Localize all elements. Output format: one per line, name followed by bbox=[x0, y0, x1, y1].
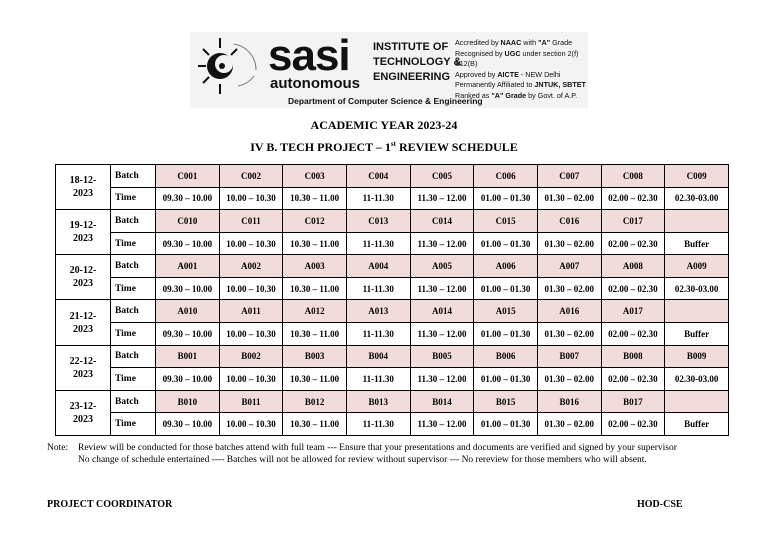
logo-institute-name: INSTITUTE OF TECHNOLOGY & ENGINEERING bbox=[373, 41, 462, 83]
time-cell: 01.30 – 02.00 bbox=[537, 277, 601, 300]
date-cell: 20-12- 2023 bbox=[56, 255, 111, 300]
time-cell: 09.30 – 10.00 bbox=[156, 323, 220, 346]
time-cell: 11-11.30 bbox=[346, 277, 410, 300]
review-schedule-table bbox=[55, 164, 729, 436]
time-row bbox=[56, 232, 729, 255]
time-cell: 11-11.30 bbox=[346, 368, 410, 391]
time-cell: 02.00 – 02.30 bbox=[601, 368, 665, 391]
batch-cell: A002 bbox=[219, 255, 283, 278]
date-cell: 22-12- 2023 bbox=[56, 345, 111, 390]
batch-cell bbox=[665, 210, 729, 233]
time-cell: 01.00 – 01.30 bbox=[474, 323, 538, 346]
time-cell: 09.30 – 10.00 bbox=[156, 187, 220, 210]
department-name: Department of Computer Science & Engineering bbox=[288, 96, 483, 106]
time-cell: 11.30 – 12.00 bbox=[410, 368, 474, 391]
batch-row bbox=[56, 300, 729, 323]
date-cell: 18-12- 2023 bbox=[56, 165, 111, 210]
batch-cell: B012 bbox=[283, 390, 347, 413]
time-cell: 02.00 – 02.30 bbox=[601, 413, 665, 436]
time-row bbox=[56, 368, 729, 391]
time-row bbox=[56, 187, 729, 210]
logo-wordmark: sasi bbox=[268, 31, 350, 80]
time-row bbox=[56, 277, 729, 300]
time-cell: 09.30 – 10.00 bbox=[156, 232, 220, 255]
time-cell: 01.30 – 02.00 bbox=[537, 413, 601, 436]
batch-cell: B001 bbox=[156, 345, 220, 368]
date-cell: 21-12- 2023 bbox=[56, 300, 111, 345]
batch-cell: A008 bbox=[601, 255, 665, 278]
batch-cell: C001 bbox=[156, 165, 220, 188]
batch-cell: A014 bbox=[410, 300, 474, 323]
batch-cell: C014 bbox=[410, 210, 474, 233]
time-cell: 02.00 – 02.30 bbox=[601, 232, 665, 255]
batch-cell: B016 bbox=[537, 390, 601, 413]
time-cell: 01.00 – 01.30 bbox=[474, 277, 538, 300]
note-line-2: No change of schedule entertained ---- Batches will not be allowed for review without supervisor --- No rereview for those members who will absent. bbox=[78, 455, 647, 465]
batch-cell: C008 bbox=[601, 165, 665, 188]
batch-cell: B015 bbox=[474, 390, 538, 413]
batch-cell: C016 bbox=[537, 210, 601, 233]
time-cell: 01.00 – 01.30 bbox=[474, 413, 538, 436]
batch-cell: C007 bbox=[537, 165, 601, 188]
batch-cell: C003 bbox=[283, 165, 347, 188]
batch-cell: B014 bbox=[410, 390, 474, 413]
time-cell: 01.30 – 02.00 bbox=[537, 323, 601, 346]
time-cell: 10.00 – 10.30 bbox=[219, 368, 283, 391]
time-cell: Buffer bbox=[665, 413, 729, 436]
time-cell: 01.30 – 02.00 bbox=[537, 187, 601, 210]
batch-cell: C009 bbox=[665, 165, 729, 188]
batch-cell: C011 bbox=[219, 210, 283, 233]
time-cell: 01.00 – 01.30 bbox=[474, 187, 538, 210]
time-cell: 02.00 – 02.30 bbox=[601, 277, 665, 300]
batch-cell: A010 bbox=[156, 300, 220, 323]
logo-accreditation: Accredited by NAAC with "A" Grade Recognised by UGC under section 2(f) &12(B) Approved by AICTE - NEW Delhi Permanently Affiliated to JNTUK, SBTET Ranked as "A" Grade by Govt. of A.P. bbox=[455, 38, 586, 100]
note-label: Note: bbox=[47, 443, 69, 453]
time-cell: 10.30 – 11.00 bbox=[283, 323, 347, 346]
academic-year: ACADEMIC YEAR 2023-24 bbox=[310, 118, 458, 132]
batch-cell: B004 bbox=[346, 345, 410, 368]
time-cell: 11.30 – 12.00 bbox=[410, 187, 474, 210]
batch-cell: C004 bbox=[346, 165, 410, 188]
time-cell: 01.30 – 02.00 bbox=[537, 368, 601, 391]
batch-row bbox=[56, 390, 729, 413]
time-cell: 10.30 – 11.00 bbox=[283, 277, 347, 300]
batch-cell: A003 bbox=[283, 255, 347, 278]
batch-cell: A011 bbox=[219, 300, 283, 323]
time-row-label: Time bbox=[111, 323, 156, 346]
batch-cell: B008 bbox=[601, 345, 665, 368]
batch-row bbox=[56, 345, 729, 368]
time-cell: 01.00 – 01.30 bbox=[474, 232, 538, 255]
batch-cell: A013 bbox=[346, 300, 410, 323]
batch-cell: B009 bbox=[665, 345, 729, 368]
time-cell: 10.00 – 10.30 bbox=[219, 277, 283, 300]
hod-signature: HOD-CSE bbox=[637, 499, 683, 510]
time-cell: 10.30 – 11.00 bbox=[283, 232, 347, 255]
time-cell: 02.00 – 02.30 bbox=[601, 187, 665, 210]
batch-row-label: Batch bbox=[111, 210, 156, 233]
time-cell: 09.30 – 10.00 bbox=[156, 368, 220, 391]
batch-cell: A016 bbox=[537, 300, 601, 323]
logo-subname: autonomous bbox=[270, 75, 360, 92]
time-cell: 09.30 – 10.00 bbox=[156, 277, 220, 300]
time-cell: 02.00 – 02.30 bbox=[601, 323, 665, 346]
batch-cell: B005 bbox=[410, 345, 474, 368]
batch-cell: C006 bbox=[474, 165, 538, 188]
time-cell: 02.30-03.00 bbox=[665, 277, 729, 300]
date-cell: 19-12- 2023 bbox=[56, 210, 111, 255]
project-coordinator-signature: PROJECT COORDINATOR bbox=[47, 499, 173, 510]
time-row-label: Time bbox=[111, 232, 156, 255]
sun-emblem-icon bbox=[194, 36, 262, 96]
batch-row-label: Batch bbox=[111, 255, 156, 278]
time-row bbox=[56, 413, 729, 436]
batch-cell: A017 bbox=[601, 300, 665, 323]
batch-cell: B013 bbox=[346, 390, 410, 413]
time-cell: 10.30 – 11.00 bbox=[283, 413, 347, 436]
batch-cell: B006 bbox=[474, 345, 538, 368]
batch-cell: B007 bbox=[537, 345, 601, 368]
batch-cell: C010 bbox=[156, 210, 220, 233]
batch-cell bbox=[665, 300, 729, 323]
batch-cell: A009 bbox=[665, 255, 729, 278]
batch-cell: B002 bbox=[219, 345, 283, 368]
time-row-label: Time bbox=[111, 187, 156, 210]
batch-cell: B011 bbox=[219, 390, 283, 413]
batch-row-label: Batch bbox=[111, 300, 156, 323]
time-row-label: Time bbox=[111, 368, 156, 391]
time-cell: 02.30-03.00 bbox=[665, 187, 729, 210]
batch-row-label: Batch bbox=[111, 165, 156, 188]
time-cell: 02.30-03.00 bbox=[665, 368, 729, 391]
batch-cell bbox=[665, 390, 729, 413]
time-cell: 11.30 – 12.00 bbox=[410, 232, 474, 255]
time-cell: 01.00 – 01.30 bbox=[474, 368, 538, 391]
date-cell: 23-12- 2023 bbox=[56, 390, 111, 435]
batch-cell: C005 bbox=[410, 165, 474, 188]
time-row-label: Time bbox=[111, 277, 156, 300]
time-cell: 10.00 – 10.30 bbox=[219, 187, 283, 210]
batch-cell: B017 bbox=[601, 390, 665, 413]
batch-cell: A006 bbox=[474, 255, 538, 278]
time-cell: 11-11.30 bbox=[346, 323, 410, 346]
time-cell: 11-11.30 bbox=[346, 187, 410, 210]
batch-cell: A012 bbox=[283, 300, 347, 323]
time-cell: 11.30 – 12.00 bbox=[410, 413, 474, 436]
note-line-1: Review will be conducted for those batches attend with full team --- Ensure that your presentations and documents are verified and signed by your supervisor bbox=[78, 443, 677, 453]
batch-cell: A015 bbox=[474, 300, 538, 323]
time-cell: 10.00 – 10.30 bbox=[219, 232, 283, 255]
time-cell: 10.00 – 10.30 bbox=[219, 413, 283, 436]
batch-row bbox=[56, 165, 729, 188]
batch-cell: A004 bbox=[346, 255, 410, 278]
time-cell: 10.30 – 11.00 bbox=[283, 187, 347, 210]
batch-cell: C017 bbox=[601, 210, 665, 233]
time-cell: 11.30 – 12.00 bbox=[410, 277, 474, 300]
time-cell: 11-11.30 bbox=[346, 413, 410, 436]
batch-row bbox=[56, 210, 729, 233]
institution-logo bbox=[190, 32, 588, 108]
batch-row bbox=[56, 255, 729, 278]
time-row-label: Time bbox=[111, 413, 156, 436]
time-row bbox=[56, 323, 729, 346]
time-cell: 11-11.30 bbox=[346, 232, 410, 255]
time-cell: 10.00 – 10.30 bbox=[219, 323, 283, 346]
batch-cell: C013 bbox=[346, 210, 410, 233]
batch-cell: A007 bbox=[537, 255, 601, 278]
batch-row-label: Batch bbox=[111, 390, 156, 413]
time-cell: 10.30 – 11.00 bbox=[283, 368, 347, 391]
batch-cell: A005 bbox=[410, 255, 474, 278]
batch-cell: C015 bbox=[474, 210, 538, 233]
time-cell: 09.30 – 10.00 bbox=[156, 413, 220, 436]
batch-cell: B003 bbox=[283, 345, 347, 368]
batch-cell: C002 bbox=[219, 165, 283, 188]
time-cell: Buffer bbox=[665, 232, 729, 255]
time-cell: 11.30 – 12.00 bbox=[410, 323, 474, 346]
time-cell: 01.30 – 02.00 bbox=[537, 232, 601, 255]
page-title: IV B. TECH PROJECT – 1st REVIEW SCHEDULE bbox=[250, 140, 518, 154]
batch-cell: C012 bbox=[283, 210, 347, 233]
time-cell: Buffer bbox=[665, 323, 729, 346]
batch-row-label: Batch bbox=[111, 345, 156, 368]
batch-cell: B010 bbox=[156, 390, 220, 413]
batch-cell: A001 bbox=[156, 255, 220, 278]
